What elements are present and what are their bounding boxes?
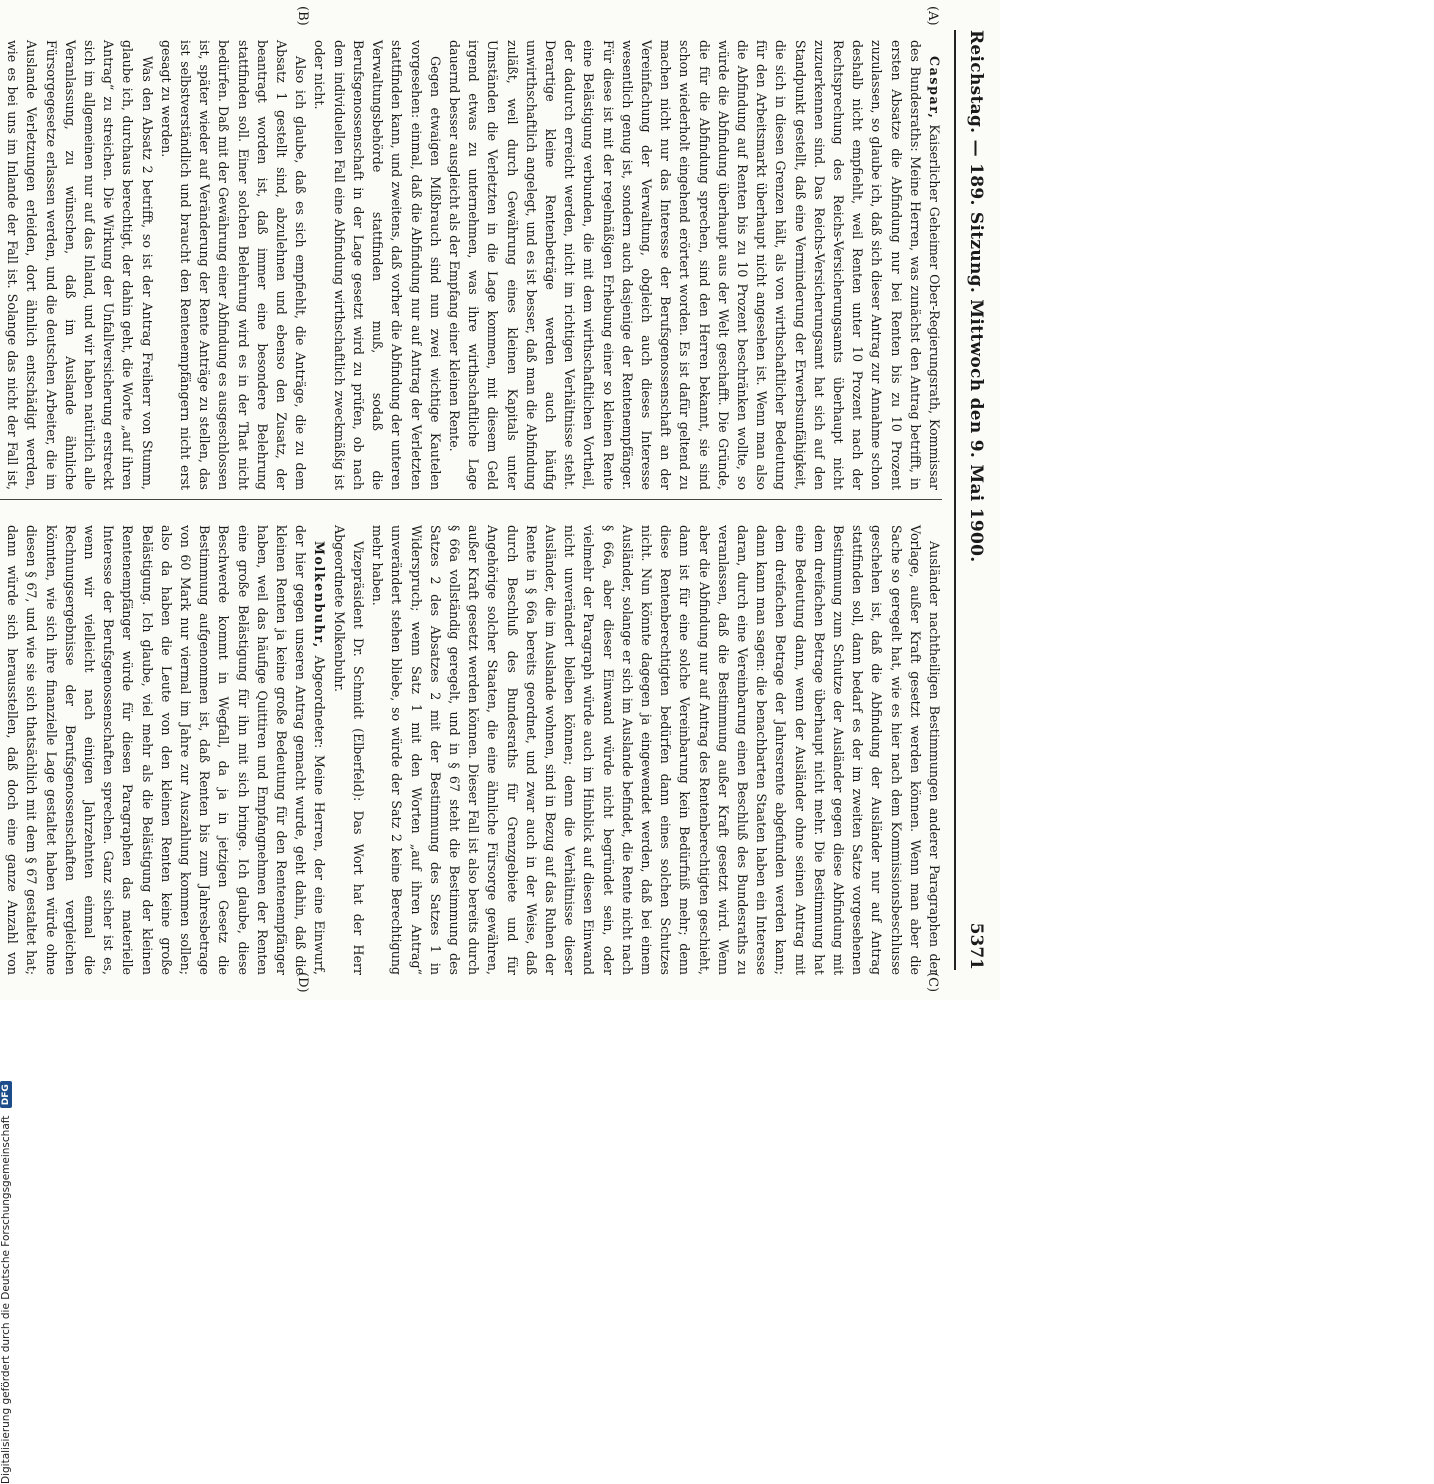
margin-marker-d: (D) [295,972,310,993]
paragraph [157,40,311,490]
paragraph [0,40,157,490]
paragraph-text: Gegen etwaigen Mißbrauch sind nun zwei wichtige Kautelen vorgesehen: einmal, daß die Abfindung nur auf Antrag der Verletzten stattfinden kann, und zweitens, daß vorher die Abfindung der unteren Verwaltungsbehörde stattfinden muß, sodaß die Berufsgenossenschaft in der Lage gesetzt wird zu prüfen, ob nach dem individuellen Fall eine Abfindung wirthschaftlich zweckmäßig ist oder nicht. [312,40,443,490]
paragraph [330,525,368,975]
margin-marker-a: (A) [925,6,940,26]
paragraph [445,40,944,490]
header-page-number: 5371 [966,922,986,970]
speaker-name: Molkenbuhr, [312,541,328,649]
margin-marker-b: (B) [295,6,310,26]
document-page [0,0,1000,1000]
paragraph-text: Also ich glaube, daß es sich empfiehlt, die Anträge, die zu dem Absatz 1 gestellt sind, abzulehnen und ebenso den Zusatz, der beantragt worden ist, daß immer eine besondere Belehrung stattfinden soll. Einer solchen Belehrung wird es in der That nicht bedürfen. Daß mit der Gewährung einer Abfindung es ausgeschlossen ist, später wieder auf Veränderung der Rente Anträge zu stellen, das ist selbstverständlich und braucht den Rentenempfängern nicht erst gesagt zu werden. [158,40,309,490]
paragraph-text: Abgeordneter: Meine Herren, der eine Einwurf, der hier gegen unseren Antrag gemacht wurde, geht dahin, daß die kleinen Renten ja keine große Bedeutung für den Rentenempfänger haben, weil das häufige Quittiren und Empfangnehmen der Renten eine große Belästigung für ihn mit sich bringe. Ich glaube, diese Beschwerde kommt in Wegfall, da ja in jetzigen Gesetz die Bestimmung aufgenommen ist, daß Renten bis zum Jahresbetrage von 60 Mark nur viermal im Jahre zur Auszahlung kommen sollen; also da haben die Leute von den kleinen Renten keine große Belästigung. Ich glaube, viel mehr als die Belästigung der kleinen Rentenempfänger würde für diesen Paragraphen das materielle Interesse der Berufsgenossenschaften sprechen. Ganz sicher ist es, wenn wir vielleicht nach einigen Jahrzehnten einmal die Rechnungsergebnisse der Berufsgenossenschaften vergleichen könnten, wie sich ihre finanzielle Lage gestaltet haben würde ohne diesen § 67, und wie sie sich thatsächlich mit dem § 67 gestaltet hat; dann würde sich herausstellen, daß doch eine ganze Anzahl von [5,525,328,975]
paragraph [0,525,330,975]
page-header [956,30,990,970]
header-title: Reichstag. — 189. Sitzung. Mittwoch den 9. Mai 1900. [966,30,986,563]
paragraph [368,525,944,975]
header-rule [954,30,956,970]
paragraph-text: Vizepräsident Dr. Schmidt (Elberfeld): Das Wort hat der Herr Abgeordnete Molkenbuhr. [331,525,366,975]
paragraph [310,40,444,490]
sidebar-note [0,972,1434,1484]
text-column-left [0,40,944,490]
paragraph-text: Kaiserlicher Geheimer Ober-Regierungsrath, Kommissar des Bundesraths: Meine Herren, was zunächst den Antrag betrifft, in ersten Absatze die Abfindung nur bei Renten bis zu 10 Prozent zuzulassen, so glaube ich, daß sich dieser Antrag zur Annahme schon deshalb nicht empfiehlt, weil Renten unter 10 Prozent nach der Rechtsprechung des Reichs-Versicherungsamts überhaupt nicht zuzuerkennen sind. Das Reichs-Versicherungsamt hat sich auf den Standpunkt gestellt, daß eine Verminderung der Erwerbsunfähigkeit, die sich in diesen Grenzen hält, als von wirthschaftlicher Bedeutung für den Arbeitsmarkt überhaupt nicht angesehen ist. Wenn man also die Abfindung auf Renten bis zu 10 Prozent beschränken wollte, so würde die Abfindung überhaupt aus der Welt geschafft. Die Gründe, die für die Abfindung sprechen, sind den Herren bekannt, sie sind schon wiederholt eingehend erörtert worden. Es ist dafür geltend zu machen nicht nur das Interesse der Berufsgenossenschaft an der Vereinfachung der Verwaltung, obgleich auch dieses Interesse wesentlich genug ist, sondern auch dasjenige der Rentenempfänger. Für diese ist mit der regelmäßigen Erhebung einer so kleinen Rente eine Belästigung verbunden, die mit dem wirthschaftlichen Vortheil, der dadurch erreicht werden, nicht im richtigen Verhältnisse steht. Derartige kleine Rentenbeträge werden auch häufig unwirthschaftlich angelegt, und es ist besser, daß man die Abfindung zuläßt, weil durch Gewährung eines kleinen Kapitals unter Umständen die Verletzten in die Lage kommen, mit diesem Geld irgend etwas zu unternehmen, was ihre wirthschaftliche Lage dauernd besser ausgleicht als der Empfang einer kleinen Rente. [446,40,942,490]
paragraph-text: Ausländer nachtheiligen Bestimmungen anderer Paragraphen der Vorlage, außer Kraft gesetzt werden können. Wenn man aber die Sache so geregelt hat, wie es hier nach dem Kommissionsbeschlusse geschehen ist, daß die Abfindung der Ausländer nur auf Antrag stattfinden soll, dann bedarf es der im zweiten Satze vorgesehenen Bestimmung zum Schutze der Ausländer gegen diese Abfindung mit dem dreifachen Betrage überhaupt nicht mehr. Die Bestimmung hat eine Bedeutung dann, wenn der Ausländer ohne seinen Antrag mit dem dreifachen Betrage der Jahresrente abgefunden werden kann; dann kann man sagen: die benachbarten Staaten haben ein Interesse daran, durch eine Vereinbarung einen Beschluß des Bundesraths zu veranlassen, daß die Bestimmung außer Kraft gesetzt wird. Wenn aber die Abfindung nur auf Antrag des Rentenberechtigten geschieht, dann ist für eine solche Vereinbarung kein Bedürfniß mehr; denn diese Rentenberechtigten bedürfen dann eines solchen Schutzes nicht. Nun könnte dagegen ja eingewendet werden, daß bei einem Ausländer, solange er sich im Auslande befindet, die Rente nicht nach § 66a, aber dieser Einwand würde nicht begründet sein, oder vielmehr der Paragraph würde auch im Hinblick auf diesen Einwand nicht unverändert bleiben können; denn die Verhältnisse dieser Ausländer, die im Auslande wohnen, sind in Bezug auf das Ruhen der Rente in § 66a bereits geordnet, und zwar auch in der Weise, daß durch Beschluß des Bundesraths für Grenzgebiete und für Angehörige solcher Staaten, die eine ähnliche Fürsorge gewähren, außer Kraft gesetzt werden können. Dieser Fall ist also bereits durch § 66a vollständig geregelt, und in § 67 steht die Bestimmung des Satzes 2 des Absatzes 2 mit der Bestimmung des Satzes 1 in Widerspruch; wenn Satz 1 mit den Worten „auf ihren Antrag“ unverändert stehen bliebe, so würde der Satz 2 keine Berechtigung mehr haben. [370,525,942,975]
dfg-note-text: Digitalisierung gefördert durch die Deutsche Forschungsgemeinschaft [0,1115,12,1484]
column-divider [0,499,942,500]
speaker-name: Caspar, [927,56,942,120]
text-column-right [0,525,944,975]
paragraph-text: Was den Absatz 2 betrifft, so ist der Antrag Freiherr von Stumm, glaube ich, durchaus berechtigt, der dahin geht, die Worte „auf ihren Antrag“ zu streichen. Die Wirkung der Unfallversicherung erstreckt sich im allgemeinen nur auf das Inland, und wir haben natürlich alle Veranlassung, zu wünschen, daß im Auslande ähnliche Fürsorgegesetze erlassen werden, und die deutschen Arbeiter, die im Auslande Verletzungen erleiden, dort ähnlich entschädigt werden, wie es bei uns im Inlande der Fall ist. Solange das nicht der Fall ist, [5,40,155,490]
dfg-logo-icon: DFG [0,1081,12,1108]
dfg-note [0,488,20,1484]
margin-marker-c: (C) [925,972,940,993]
